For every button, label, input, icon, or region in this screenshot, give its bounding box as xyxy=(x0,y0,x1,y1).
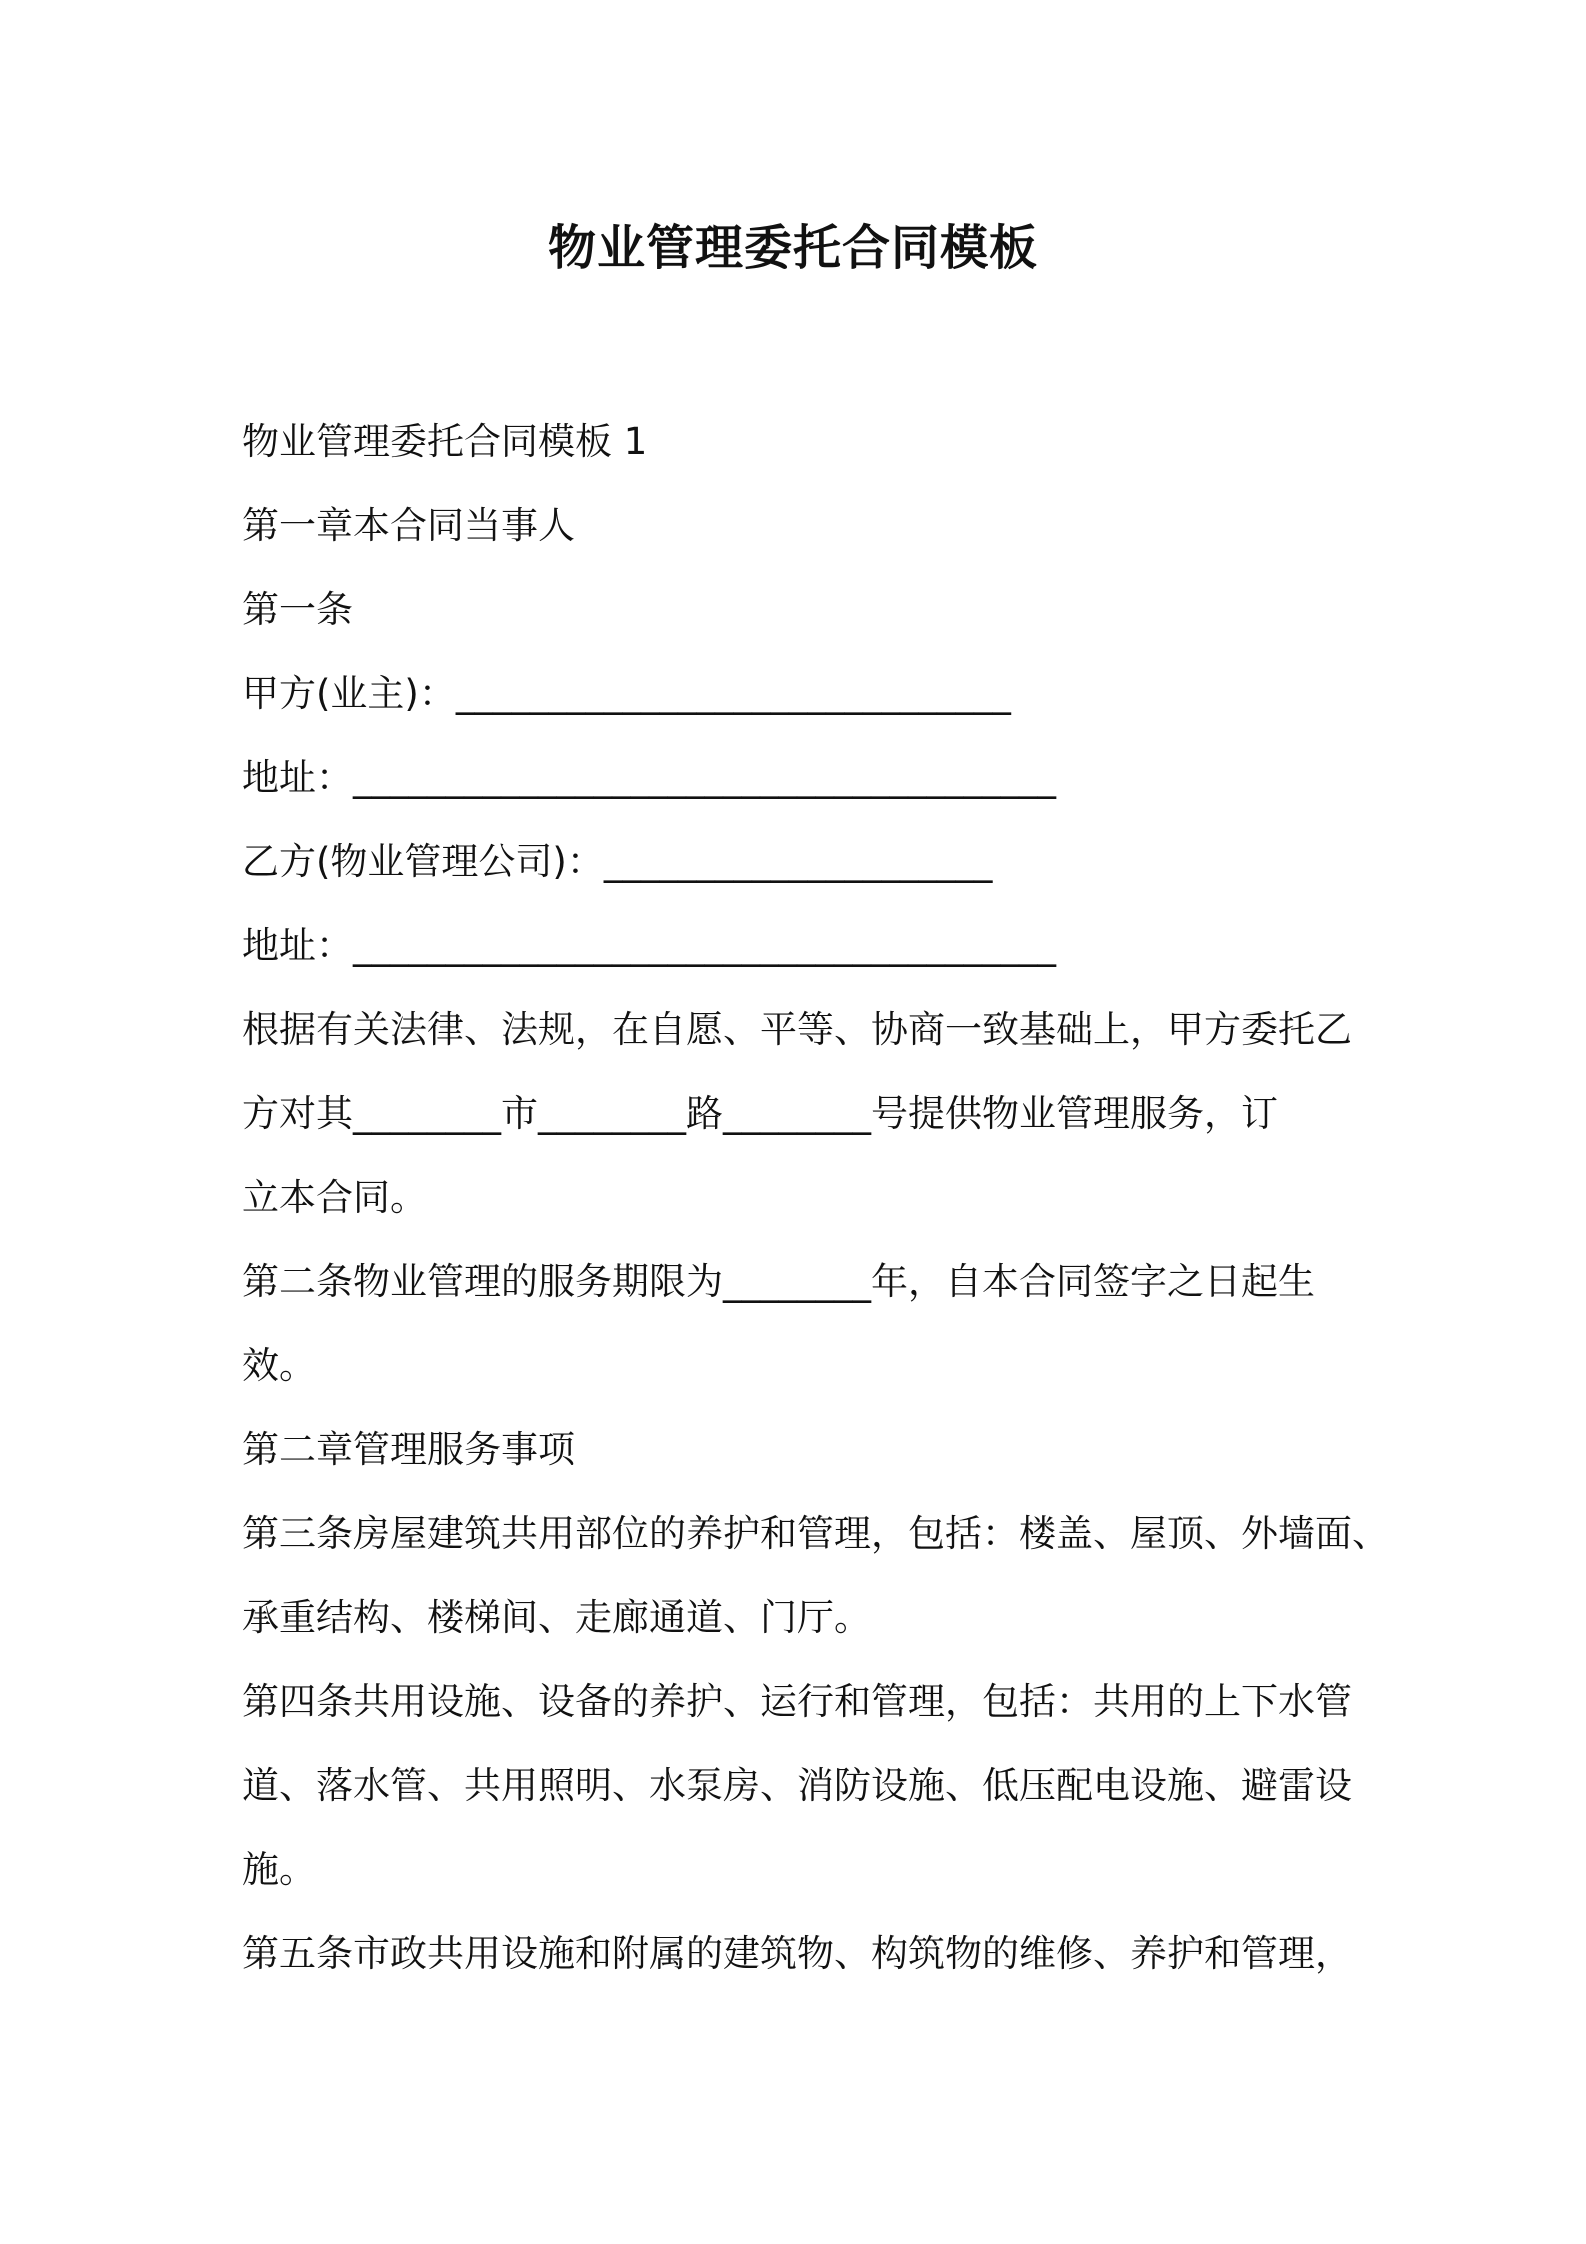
chapter-heading: 第一章本合同当事人 xyxy=(242,504,575,547)
paragraph-line: 第四条共用设施、设备的养护、运行和管理，包括：共用的上下水管 xyxy=(242,1680,1352,1723)
section-heading: 物业管理委托合同模板 1 xyxy=(242,420,648,463)
party-a-address-field: 地址：______________________________________ xyxy=(242,756,1056,799)
article-heading: 第一条 xyxy=(242,588,353,631)
paragraph-line: 道、落水管、共用照明、水泵房、消防设施、低压配电设施、避雷设 xyxy=(242,1764,1352,1807)
paragraph-line: 根据有关法律、法规，在自愿、平等、协商一致基础上，甲方委托乙 xyxy=(242,1008,1352,1051)
document-title: 物业管理委托合同模板 xyxy=(547,220,1038,276)
paragraph-line: 第二条物业管理的服务期限为________年，自本合同签字之日起生 xyxy=(242,1260,1315,1303)
paragraph-line: 效。 xyxy=(242,1344,316,1387)
paragraph-line: 第三条房屋建筑共用部位的养护和管理，包括：楼盖、屋顶、外墙面、 xyxy=(242,1512,1389,1555)
paragraph-line: 立本合同。 xyxy=(242,1176,427,1219)
paragraph-line: 第五条市政共用设施和附属的建筑物、构筑物的维修、养护和管理， xyxy=(242,1932,1352,1975)
chapter-heading: 第二章管理服务事项 xyxy=(242,1428,575,1471)
paragraph-line: 承重结构、楼梯间、走廊通道、门厅。 xyxy=(242,1596,871,1639)
document-body xyxy=(242,400,1389,1996)
party-b-field: 乙方(物业管理公司)：_____________________ xyxy=(242,840,993,883)
paragraph-line: 方对其________市________路________号提供物业管理服务，订 xyxy=(242,1092,1278,1135)
party-b-address-field: 地址：______________________________________ xyxy=(242,924,1056,967)
paragraph-line: 施。 xyxy=(242,1848,316,1891)
party-a-field: 甲方(业主)：______________________________ xyxy=(242,672,1011,715)
